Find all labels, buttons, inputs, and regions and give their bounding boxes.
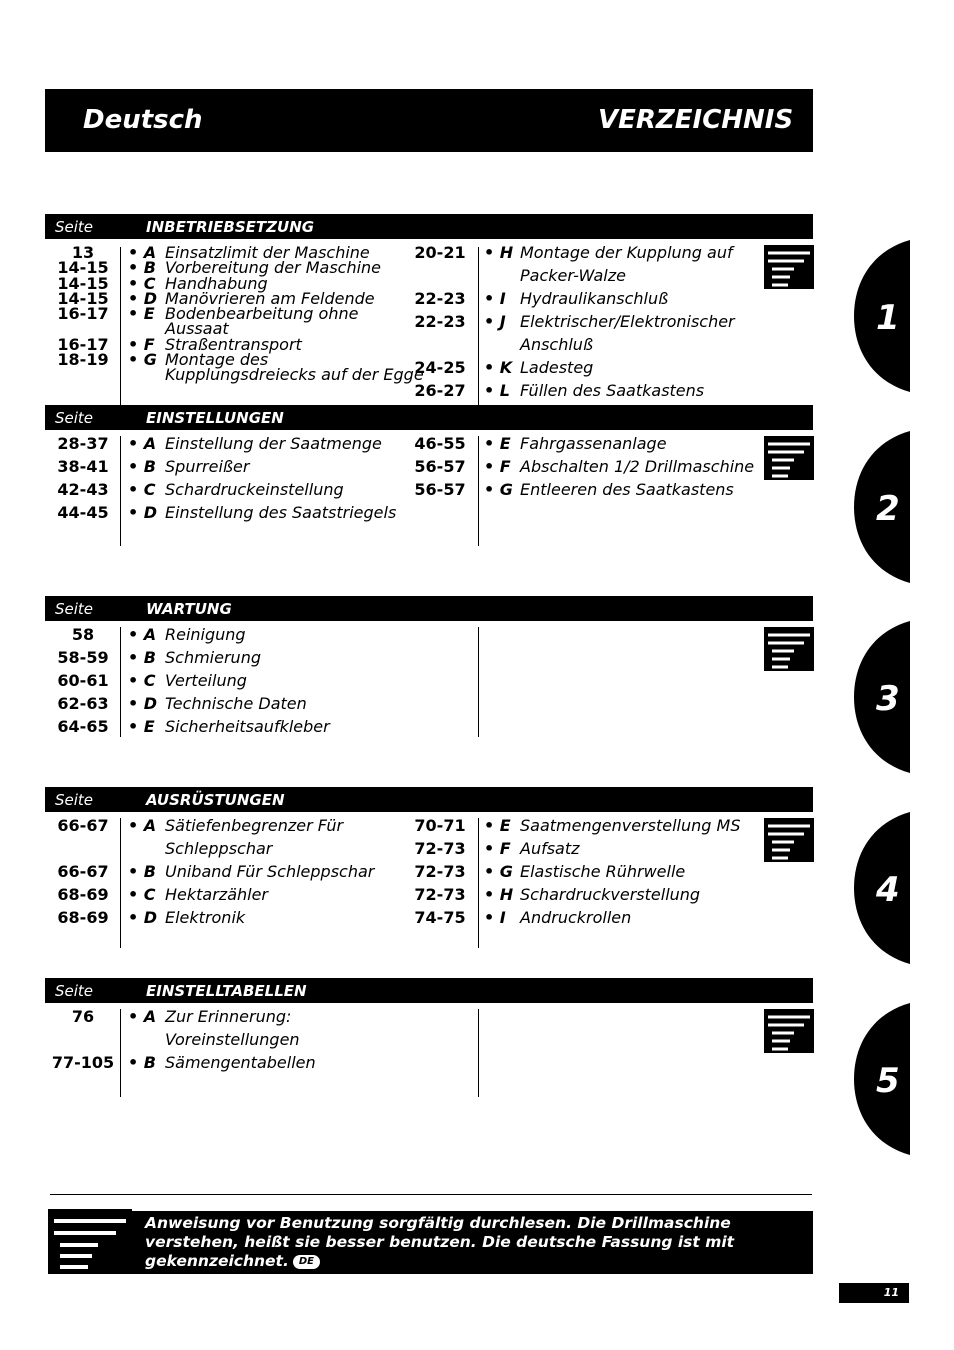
entry-page: 72-73 — [414, 862, 466, 881]
entry-text: Montage der Kupplung auf — [520, 243, 733, 262]
entry-page: 22-23 — [414, 312, 466, 331]
seite-label: Seite — [55, 982, 94, 1000]
note-line-1: Anweisung vor Benutzung sorgfältig durchlesen. Die Drillmaschine — [145, 1214, 731, 1232]
seite-label: Seite — [55, 218, 94, 236]
toc-entry[interactable] — [48, 885, 408, 908]
entry-text: Hektarzähler — [165, 885, 269, 904]
entry-text: Vorbereitung der Maschine — [165, 258, 382, 278]
entry-page: 46-55 — [414, 434, 466, 453]
entry-page: 68-69 — [57, 885, 109, 904]
entry-text: Straßentransport — [165, 334, 302, 354]
pointing-hand-icon — [764, 245, 814, 289]
entry-letter: • F — [484, 457, 511, 476]
section-title: WARTUNG — [146, 600, 232, 618]
entry-page: 14-15 — [57, 258, 109, 278]
toc-entry[interactable] — [48, 319, 408, 339]
entries-right — [410, 434, 760, 503]
entry-page: 76 — [71, 1007, 95, 1026]
toc-entry[interactable] — [48, 258, 408, 278]
toc-entry[interactable] — [48, 862, 408, 885]
entry-page: 70-71 — [414, 816, 466, 835]
entry-letter: • C — [128, 885, 156, 904]
entry-text: Entleeren des Saatkastens — [520, 480, 734, 499]
toc-entry[interactable] — [410, 480, 760, 503]
entry-text: Verteilung — [165, 671, 247, 690]
entry-letter: • B — [128, 1053, 156, 1072]
entry-page: 62-63 — [57, 694, 109, 713]
toc-entry[interactable] — [48, 304, 408, 324]
entry-text: Andruckrollen — [520, 908, 632, 927]
toc-entry[interactable] — [48, 839, 408, 862]
section-wartung — [45, 596, 813, 741]
entries-left — [48, 816, 408, 931]
entry-text: Schardruckeinstellung — [165, 480, 344, 499]
section-inbetriebsetzung — [45, 214, 813, 405]
toc-entry[interactable] — [48, 1030, 408, 1053]
entry-text: Reinigung — [165, 625, 246, 644]
entry-text: Voreinstellungen — [165, 1030, 300, 1049]
entries-right — [410, 243, 760, 404]
chapter-number: 3 — [876, 679, 900, 719]
toc-entry[interactable] — [410, 358, 760, 381]
toc-entry[interactable] — [48, 503, 408, 526]
entry-letter: • A — [128, 434, 157, 453]
entry-letter: • B — [128, 457, 156, 476]
entry-text: Sicherheitsaufkleber — [165, 717, 330, 736]
entry-text: Elektronik — [165, 908, 246, 927]
toc-entry[interactable] — [410, 266, 760, 289]
section-ausruestungen — [45, 787, 813, 952]
entry-page: 20-21 — [414, 243, 466, 262]
entry-page: 44-45 — [57, 503, 109, 522]
entry-text: Schleppschar — [165, 839, 273, 858]
pointing-hand-icon — [764, 627, 814, 671]
toc-entry[interactable] — [48, 625, 408, 648]
toc-entry[interactable] — [410, 839, 760, 862]
entry-letter: • B — [128, 862, 156, 881]
toc-entry[interactable] — [48, 273, 408, 293]
column-divider — [478, 1009, 479, 1097]
entry-page: 74-75 — [414, 908, 466, 927]
toc-entry[interactable] — [48, 1053, 408, 1076]
entry-letter: • I — [484, 908, 506, 927]
entry-letter: • F — [128, 334, 155, 354]
entry-page: 24-25 — [414, 358, 466, 377]
entry-letter: • A — [128, 625, 157, 644]
section-einstelltabellen — [45, 978, 813, 1103]
toc-entry[interactable] — [48, 434, 408, 457]
section-header — [45, 214, 813, 239]
entry-text: Elastische Rührwelle — [520, 862, 686, 881]
section-header — [45, 978, 813, 1003]
toc-entry[interactable] — [48, 671, 408, 694]
entry-letter: • L — [484, 381, 510, 400]
entry-page: 56-57 — [414, 480, 466, 499]
entry-letter: • G — [484, 480, 513, 499]
entry-letter: • D — [128, 908, 158, 927]
toc-entry[interactable] — [48, 288, 408, 308]
chapter-number: 5 — [876, 1061, 900, 1101]
section-title: EINSTELLTABELLEN — [146, 982, 307, 1000]
header-bar — [45, 89, 813, 152]
toc-entry[interactable] — [410, 335, 760, 358]
section-title: EINSTELLUNGEN — [146, 409, 284, 427]
entry-page: 14-15 — [57, 288, 109, 308]
chapter-number: 1 — [876, 298, 900, 338]
pointing-hand-icon — [48, 1209, 132, 1274]
entry-letter: • H — [484, 243, 514, 262]
toc-entry[interactable] — [48, 350, 408, 370]
entry-text: Schmierung — [165, 648, 261, 667]
section-header — [45, 405, 813, 430]
pointing-hand-icon — [764, 436, 814, 480]
entry-text: Bodenbearbeitung ohne — [165, 304, 359, 324]
entry-text: Montage des — [165, 350, 269, 370]
entry-letter: • C — [128, 671, 156, 690]
toc-entry[interactable] — [410, 457, 760, 480]
de-badge: DE — [293, 1255, 320, 1269]
page-number: 11 — [839, 1283, 909, 1303]
entry-page: 56-57 — [414, 457, 466, 476]
entry-letter: • D — [128, 694, 158, 713]
entry-letter: • F — [484, 839, 511, 858]
entry-letter: • E — [128, 304, 155, 324]
entry-letter: • A — [128, 243, 157, 262]
entry-letter: • A — [128, 1007, 157, 1026]
entry-page: 22-23 — [414, 289, 466, 308]
toc-entry[interactable] — [410, 816, 760, 839]
entry-letter: • I — [484, 289, 506, 308]
toc-entry[interactable] — [410, 862, 760, 885]
entry-text: Spurreißer — [165, 457, 250, 476]
entry-text: Einstellung der Saatmenge — [165, 434, 382, 453]
entry-text: Manövrieren am Feldende — [165, 288, 375, 308]
entry-text: Aufsatz — [520, 839, 580, 858]
chapter-number: 4 — [876, 870, 900, 910]
chapter-number: 2 — [876, 489, 900, 529]
page-title: VERZEICHNIS — [598, 105, 794, 135]
entries-left — [48, 1007, 408, 1076]
entry-page: 58-59 — [57, 648, 109, 667]
toc-entry[interactable] — [410, 243, 760, 266]
entry-page: 16-17 — [57, 334, 109, 354]
entry-text: Sämengentabellen — [165, 1053, 316, 1072]
toc-entry[interactable] — [48, 334, 408, 354]
entry-page: 14-15 — [57, 273, 109, 293]
entry-page: 28-37 — [57, 434, 109, 453]
section-header — [45, 787, 813, 812]
entries-left — [48, 243, 424, 385]
entry-letter: • D — [128, 503, 158, 522]
toc-entry[interactable] — [48, 908, 408, 931]
entry-text: Handhabung — [165, 273, 268, 293]
divider — [50, 1194, 812, 1195]
entry-letter: • C — [128, 480, 156, 499]
section-title: INBETRIEBSETZUNG — [146, 218, 315, 236]
entry-text: Uniband Für Schleppschar — [165, 862, 375, 881]
entries-right — [410, 816, 760, 931]
entry-text: Aussaat — [165, 319, 229, 339]
entry-letter: • E — [484, 816, 511, 835]
entry-letter: • E — [484, 434, 511, 453]
entry-letter: • D — [128, 288, 158, 308]
entry-letter: • G — [484, 862, 513, 881]
entry-page: 42-43 — [57, 480, 109, 499]
toc-entry[interactable] — [410, 908, 760, 931]
language-label: Deutsch — [83, 105, 203, 135]
entry-text: Ladesteg — [520, 358, 594, 377]
entry-text: Füllen des Saatkastens — [520, 381, 705, 400]
toc-entry[interactable] — [48, 816, 408, 839]
toc-entry[interactable] — [410, 434, 760, 457]
column-divider — [478, 627, 479, 737]
entry-text: Einsatzlimit der Maschine — [165, 243, 370, 262]
instruction-note — [131, 1211, 813, 1274]
toc-entry[interactable] — [48, 243, 408, 262]
entry-text: Technische Daten — [165, 694, 307, 713]
entry-page: 60-61 — [57, 671, 109, 690]
entry-text: Schardruckverstellung — [520, 885, 701, 904]
entry-page: 72-73 — [414, 885, 466, 904]
entry-page: 13 — [71, 243, 95, 262]
entry-page: 77-105 — [51, 1053, 115, 1072]
entry-letter: • B — [128, 648, 156, 667]
entry-letter: • E — [128, 717, 155, 736]
entry-letter: • C — [128, 273, 156, 293]
seite-label: Seite — [55, 600, 94, 618]
entry-page: 64-65 — [57, 717, 109, 736]
seite-label: Seite — [55, 409, 94, 427]
toc-entry[interactable] — [410, 381, 760, 404]
entry-text: Saatmengenverstellung MS — [520, 816, 741, 835]
entry-text: Abschalten 1/2 Drillmaschine — [520, 457, 755, 476]
entry-page: 16-17 — [57, 304, 109, 324]
entry-page: 72-73 — [414, 839, 466, 858]
toc-entry[interactable] — [48, 648, 408, 671]
section-header — [45, 596, 813, 621]
section-title: AUSRÜSTUNGEN — [146, 791, 285, 809]
entry-page: 66-67 — [57, 862, 109, 881]
entries-left — [48, 625, 408, 740]
entry-text: Fahrgassenanlage — [520, 434, 667, 453]
entry-letter: • B — [128, 258, 156, 278]
note-line-2: verstehen, heißt sie besser benutzen. Die deutsche Fassung ist mit — [145, 1233, 735, 1251]
entry-text: Zur Erinnerung: — [165, 1007, 292, 1026]
toc-entry[interactable] — [410, 289, 760, 312]
entry-text: Einstellung des Saatstriegels — [165, 503, 397, 522]
toc-entry[interactable] — [48, 717, 408, 740]
entry-page: 26-27 — [414, 381, 466, 400]
toc-entry[interactable] — [48, 365, 424, 385]
toc-entry[interactable] — [48, 1007, 408, 1030]
note-line-3: gekennzeichnet. DE — [145, 1252, 320, 1270]
toc-entry[interactable] — [410, 885, 760, 908]
entry-page: 18-19 — [57, 350, 109, 370]
entry-page: 58 — [71, 625, 95, 644]
entry-text: Sätiefenbegrenzer Für — [165, 816, 344, 835]
entry-text: Elektrischer/Elektronischer — [520, 312, 735, 331]
seite-label: Seite — [55, 791, 94, 809]
entry-letter: • K — [484, 358, 513, 377]
entry-page: 38-41 — [57, 457, 109, 476]
entry-text: Kupplungsdreiecks auf der Egge — [165, 365, 424, 385]
entry-text: Packer-Walze — [520, 266, 626, 285]
entry-text: Hydraulikanschluß — [520, 289, 669, 308]
entry-page: 66-67 — [57, 816, 109, 835]
entry-page: 68-69 — [57, 908, 109, 927]
pointing-hand-icon — [764, 1009, 814, 1053]
entry-letter: • H — [484, 885, 514, 904]
toc-entry[interactable] — [48, 694, 408, 717]
pointing-hand-icon — [764, 818, 814, 862]
entry-text: Anschluß — [520, 335, 594, 354]
section-einstellungen — [45, 405, 813, 550]
entries-left — [48, 434, 408, 526]
entry-letter: • G — [128, 350, 157, 370]
toc-entry[interactable] — [48, 457, 408, 480]
entry-letter: • A — [128, 816, 157, 835]
toc-entry[interactable] — [410, 312, 760, 335]
toc-entry[interactable] — [48, 480, 408, 503]
entry-letter: • J — [484, 312, 506, 331]
